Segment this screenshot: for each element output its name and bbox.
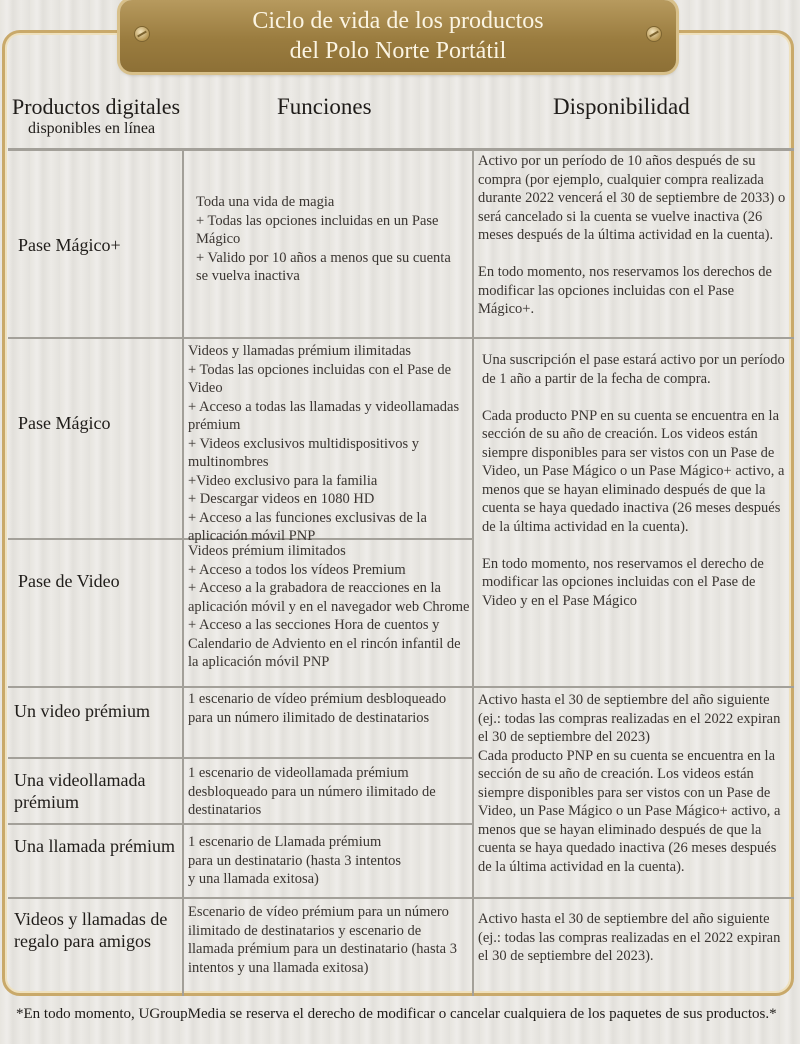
title-banner [120,0,676,72]
product-features: Videos y llamadas prémium ilimitadas + Todas las opciones incluidas con el Pase de Video + Acceso a todas las llamadas y videollamadas prémium + Videos exclusivos multidispositivos y multinombres +Video exclusivo para la familia + Descargar videos en 1080 HD + Acceso a las funciones exclusivas de la aplicación móvil PNP [188,343,460,544]
divider [8,897,794,899]
product-features: 1 escenario de videollamada prémium desbloqueado para un número ilimitado de destinatarios [188,765,436,818]
product-name: Una videollamada prémium [14,770,146,812]
product-name: Pase de Video [18,571,120,591]
product-features: 1 escenario de Llamada prémium para un destinatario (hasta 3 intentos y una llamada exitosa) [188,834,402,887]
divider [8,148,794,151]
header-features: Funciones [277,94,372,119]
divider [8,686,794,688]
product-features: 1 escenario de vídeo prémium desbloqueado para un número ilimitado de destinatarios [188,691,447,726]
product-features: Escenario de vídeo prémium para un número ilimitado de destinatarios y escenario de llamada prémium para un destinatario (hasta 3 intentos y una llamada exitosa) [188,904,457,976]
divider [472,150,474,996]
screw-icon [646,26,662,42]
availability-text: Una suscripción el pase estará activo por un período de 1 año a partir de la fecha de compra. Cada producto PNP en su cuenta se encuentra en la sección de su año de creación. Los videos están siempre disponibles para ser vistos con un Pase de Video, un Pase Mágico o un Pase Mágico+ activo, a menos que se hayan eliminado después de que la cuenta se haya quedado inactiva (26 meses después de la última actividad en la cuenta). En todo momento, nos reservamos el derecho de modificar las opciones incluidas con el Pase de Video y en el Pase Mágico [482,352,785,609]
divider [182,150,184,996]
header-products: Productos digitales [12,94,181,119]
divider [8,757,474,759]
header-products-sub: disponibles en línea [28,120,156,137]
availability-text: Activo hasta el 30 de septiembre del año siguiente (ej.: todas las compras realizadas en el 2022 expiran el 30 de septiembre del 2023) Cada producto PNP en su cuenta se encuentra en la sección de su año de creación. Los videos están siempre disponibles para ser vistos con un Pase de Video, un Pase Mágico o un Pase Mágico+ activo, a menos que se hayan eliminado después de que la cuenta se haya quedado inactiva (26 meses después de la última actividad en la cuenta). [478,692,781,875]
product-name: Videos y llamadas de regalo para amigos [14,909,168,951]
product-name: Pase Mágico [18,413,111,433]
product-features: Toda una vida de magia + Todas las opciones incluidas en un Pase Mágico + Valido por 10 años a menos que su cuenta se vuelva inactiva [196,194,451,284]
product-name: Pase Mágico+ [18,235,121,255]
availability-text: Activo por un período de 10 años después de su compra (por ejemplo, cualquier compra realizada durante 2022 vencerá el 30 de septiembre de 2033) o será cancelado si la cuenta se vuelve inactiva (26 meses después de la última actividad en la cuenta). En todo momento, nos reservamos los derechos de modificar las opciones incluidas con el Pase Mágico+. [478,153,786,317]
divider [8,823,474,825]
page-title: Ciclo de vida de los productos del Polo Norte Portátil [252,8,544,64]
product-name: Un video prémium [14,701,150,721]
divider [8,337,794,339]
footnote: *En todo momento, UGroupMedia se reserva el derecho de modificar o cancelar cualquiera de los paquetes de sus productos.* [16,1006,777,1022]
availability-text: Activo hasta el 30 de septiembre del año siguiente (ej.: todas las compras realizadas en el 2022 expiran el 30 de septiembre del 2023). [478,911,781,964]
header-availability: Disponibilidad [553,94,690,119]
product-features: Videos prémium ilimitados + Acceso a todos los vídeos Premium + Acceso a la grabadora de reacciones en la aplicación móvil y en el navegador web Chrome + Acceso a las secciones Hora de cuentos y Calendario de Adviento en el rincón infantil de la aplicación móvil PNP [188,543,470,670]
product-name: Una llamada prémium [14,836,175,856]
